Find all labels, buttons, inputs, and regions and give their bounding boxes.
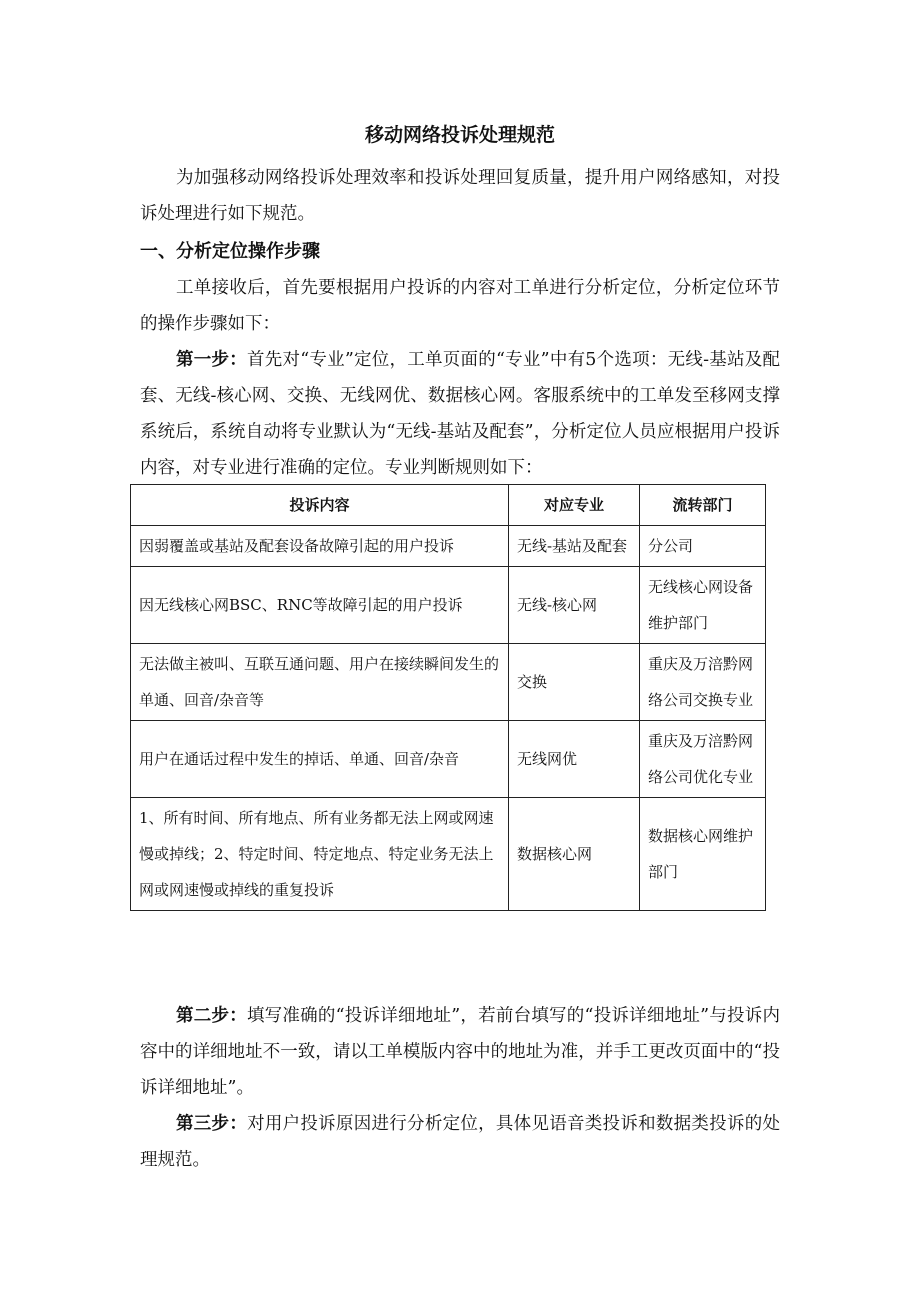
cell-specialty: 无线-核心网 [508,567,639,644]
cell-specialty: 交换 [508,644,639,721]
step2-paragraph [140,998,780,1106]
cell-specialty: 无线网优 [508,721,639,798]
table-row [131,798,766,911]
cell-specialty: 数据核心网 [508,798,639,911]
lead-paragraph: 工单接收后，首先要根据用户投诉的内容对工单进行分析定位，分析定位环节的操作步骤如下： [140,278,780,334]
classification-table [130,484,766,911]
step2-label: 第二步： [176,1006,247,1026]
cell-department: 数据核心网维护部门 [640,798,766,911]
document-title: 移动网络投诉处理规范 [364,124,555,146]
table-row [131,644,766,721]
step2-text: 填写准确的“投诉详细地址”，若前台填写的“投诉详细地址”与投诉内容中的详细地址不一致，请以工单模版内容中的地址为准，并手工更改页面中的“投诉详细地址”。 [140,1006,780,1098]
step1-text: 首先对“专业”定位，工单页面的“专业”中有5个选项：无线-基站及配套、无线-核心网、交换、无线网优、数据核心网。客服系统中的工单发至移网支撑系统后，系统自动将专业默认为“无线-基站及配套”，分析定位人员应根据用户投诉内容，对专业进行准确的定位。专业判断规则如下： [140,350,780,478]
cell-department: 重庆及万涪黔网络公司交换专业 [640,644,766,721]
cell-content: 无法做主被叫、互联互通问题、用户在接续瞬间发生的单通、回音/杂音等 [131,644,509,721]
table-header-row [131,485,766,526]
step1-paragraph [140,342,780,486]
step3-text: 对用户投诉原因进行分析定位，具体见语音类投诉和数据类投诉的处理规范。 [140,1114,781,1170]
header-specialty: 对应专业 [508,485,639,526]
cell-specialty: 无线-基站及配套 [508,526,639,567]
cell-content: 因无线核心网BSC、RNC等故障引起的用户投诉 [131,567,509,644]
cell-content: 用户在通话过程中发生的掉话、单通、回音/杂音 [131,721,509,798]
header-department: 流转部门 [640,485,766,526]
step1-label: 第一步： [176,350,247,370]
cell-department: 分公司 [640,526,766,567]
cell-department: 重庆及万涪黔网络公司优化专业 [640,721,766,798]
section-heading: 一、分析定位操作步骤 [140,241,320,262]
table-row [131,567,766,644]
step3-paragraph [140,1106,780,1178]
table-row [131,526,766,567]
header-complaint-content: 投诉内容 [131,485,509,526]
intro-paragraph: 为加强移动网络投诉处理效率和投诉处理回复质量，提升用户网络感知，对投诉处理进行如下规范。 [140,168,780,224]
cell-content: 1、所有时间、所有地点、所有业务都无法上网或网速慢或掉线；2、特定时间、特定地点、特定业务无法上网或网速慢或掉线的重复投诉 [131,798,509,911]
table-row [131,721,766,798]
cell-department: 无线核心网设备维护部门 [640,567,766,644]
step3-label: 第三步： [176,1114,248,1134]
cell-content: 因弱覆盖或基站及配套设备故障引起的用户投诉 [131,526,509,567]
